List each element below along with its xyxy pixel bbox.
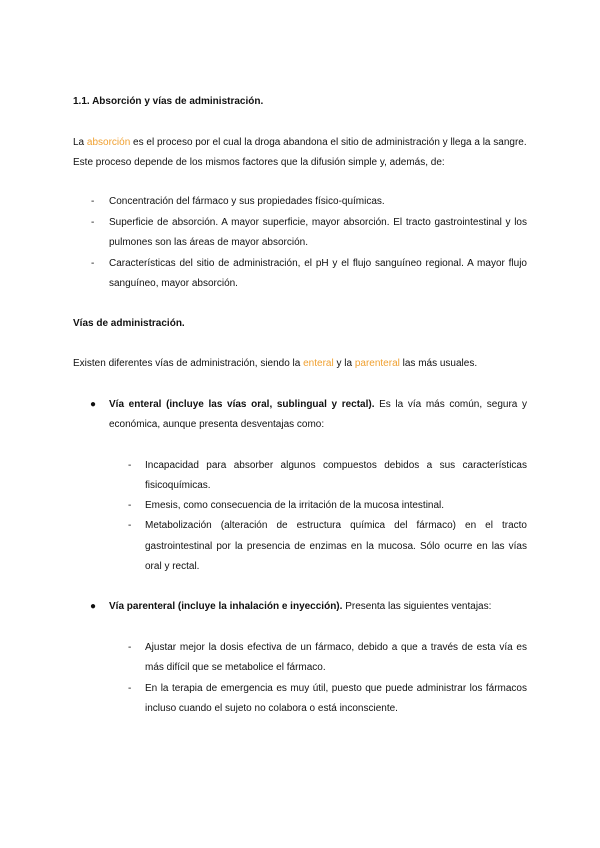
enteral-item: Emesis, como consecuencia de la irritación de la mucosa intestinal. <box>145 500 445 511</box>
intro-paragraph-line-2: Este proceso depende de los mismos factores que la difusión simple y, además, de: <box>73 157 445 168</box>
dash-marker: - <box>128 520 132 531</box>
parenteral-item: Ajustar mejor la dosis efectiva de un fármaco, debido a que a través de esta vía es <box>145 642 527 653</box>
dash-marker: - <box>128 642 132 653</box>
section-heading: 1.1. Absorción y vías de administración. <box>73 96 264 107</box>
parenteral-title: Vía parenteral (incluye la inhalación e inyección). <box>109 601 343 612</box>
enteral-item-continuation: fisicoquímicas. <box>145 480 211 491</box>
highlight-parenteral: parenteral <box>354 358 400 369</box>
dash-marker: - <box>128 460 132 471</box>
highlight-enteral: enteral <box>303 358 334 369</box>
dash-marker: - <box>128 683 132 694</box>
enteral-line-2: económica, aunque presenta desventajas como: <box>109 419 325 430</box>
intro-text: es el proceso por el cual la droga abandona el sitio de administración y llega a la sangre. <box>130 137 527 148</box>
dash-marker: - <box>91 258 95 269</box>
factor-item: Superficie de absorción. A mayor superficie, mayor absorción. El tracto gastrointestinal y los <box>109 217 527 228</box>
parenteral-item-continuation: más difícil que se metabolice el fármaco. <box>145 662 326 673</box>
vias-heading: Vías de administración. <box>73 318 185 329</box>
enteral-title: Vía enteral (incluye las vías oral, sublingual y rectal). <box>109 399 375 410</box>
intro-paragraph-line-1 <box>73 137 527 149</box>
factor-item-continuation: sanguíneo, mayor absorción. <box>109 278 238 289</box>
parenteral-line-1 <box>109 601 491 613</box>
dash-marker: - <box>91 196 95 207</box>
highlight-absorcion: absorción <box>86 137 131 148</box>
dash-marker: - <box>91 217 95 228</box>
factor-item-continuation: pulmones son las áreas de mayor absorción. <box>109 237 308 248</box>
parenteral-item-continuation: incluso cuando el sujeto no colabora o está inconsciente. <box>145 703 398 714</box>
parenteral-text: Presenta las siguientes ventajas: <box>342 601 492 612</box>
bullet-marker: ● <box>90 399 97 410</box>
dash-marker: - <box>128 500 132 511</box>
enteral-item: Metabolización (alteración de estructura química del fármaco) en el tracto <box>145 520 527 531</box>
enteral-item-continuation: oral y rectal. <box>145 561 200 572</box>
factor-item: Características del sitio de administración, el pH y el flujo sanguíneo regional. A mayor flujo <box>109 258 527 269</box>
vias-intro <box>73 358 477 370</box>
vias-intro-text: Existen diferentes vías de administración, siendo la <box>73 358 304 369</box>
bullet-marker: ● <box>90 601 97 612</box>
enteral-text: Es la vía más común, segura y <box>374 399 527 410</box>
intro-text: La <box>73 137 87 148</box>
vias-intro-text: las más usuales. <box>399 358 478 369</box>
factor-item: Concentración del fármaco y sus propiedades físico-químicas. <box>109 196 385 207</box>
enteral-item-continuation: gastrointestinal por la presencia de enzimas en la mucosa. Sólo ocurre en las vías <box>145 541 527 552</box>
enteral-line-1 <box>109 399 527 411</box>
enteral-item: Incapacidad para absorber algunos compuestos debidos a sus características <box>145 460 527 471</box>
parenteral-item: En la terapia de emergencia es muy útil, puesto que puede administrar los fármacos <box>145 683 527 694</box>
vias-intro-text: y la <box>333 358 355 369</box>
